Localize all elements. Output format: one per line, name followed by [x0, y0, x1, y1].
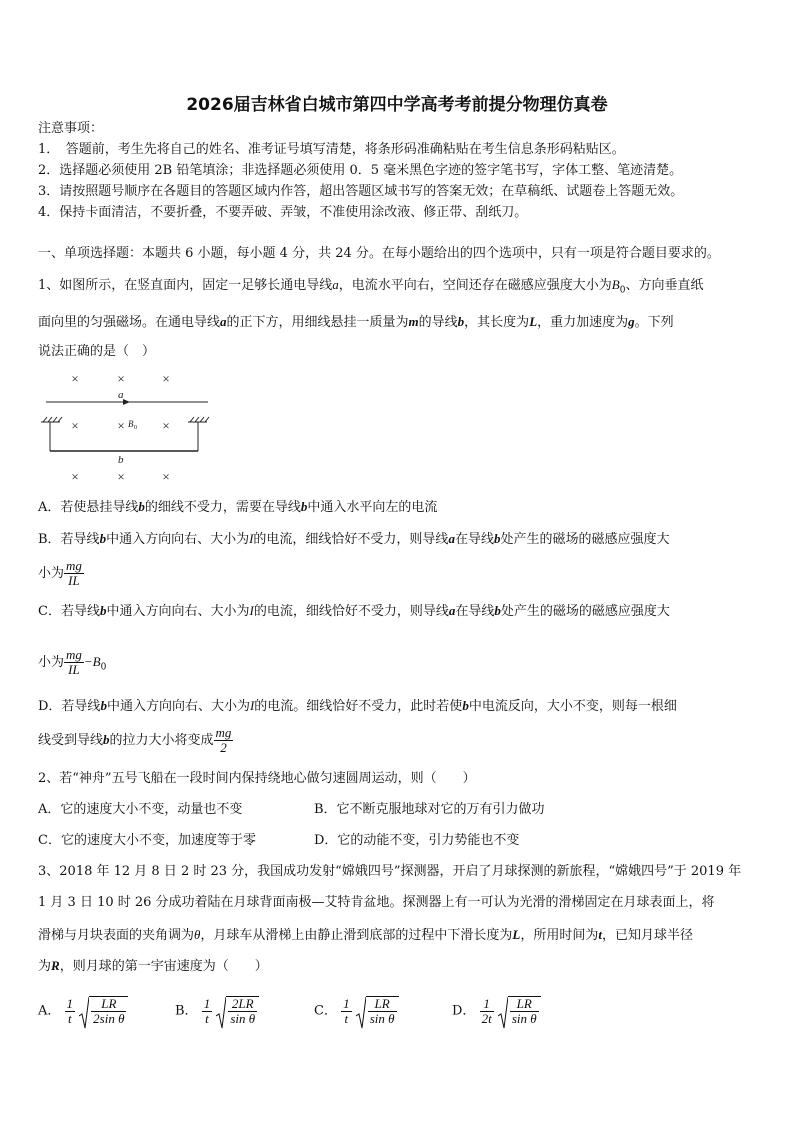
q3-line-1: 3、2018 年 12 月 8 日 2 时 23 分，我国成功发射“嫦娥四号”探测器，开启了月球探测的新旅程，“嫦娥四号”于 2019 年 — [38, 864, 742, 879]
fraction-mg-2: $\frac{mg}{2}$ — [215, 725, 232, 755]
label-B0-sub: 0 — [134, 425, 137, 431]
section-heading: 一、单项选择题：本题共 6 小题，每小题 4 分，共 24 分。在每小题给出的四个选项中，只有一项是符合题目要求的。 — [38, 246, 720, 261]
current-arrow — [123, 399, 130, 405]
label-B0: B — [128, 419, 134, 429]
q1-option-b: B．若导线b中通入方向向右、大小为I的电流，细线恰好不受力，则导线a在导线b处产生的磁场的磁感应强度大 — [38, 531, 670, 547]
cross-mark: × — [71, 418, 79, 433]
left-support — [41, 417, 62, 422]
sqrt-symbol: $\frac{2LR}{\text{sin θ}}$ — [216, 996, 259, 1026]
q3-line-4: 为R，则月球的第一宇宙速度为（ ） — [38, 958, 268, 974]
cross-mark: × — [117, 371, 125, 386]
q2-option-d: D．它的动能不变，引力势能也不变 — [314, 833, 520, 848]
q1-option-a: A．若使悬挂导线b的细线不受力，需要在导线b中通入水平向左的电流 — [38, 499, 438, 515]
q2-stem: 2、若“神舟”五号飞船在一段时间内保持绕地心做匀速圆周运动，则（ ） — [38, 771, 476, 786]
cross-mark: × — [162, 418, 170, 433]
q1-option-b-cont: 小为 $\frac{mg}{IL}$ — [38, 558, 82, 588]
q2-option-c: C．它的速度大小不变，加速度等于零 — [38, 833, 256, 848]
cross-mark: × — [117, 469, 125, 484]
label-a: a — [118, 389, 124, 401]
notice-item-4: 4．保持卡面清洁，不要折叠，不要弄破、弄皱，不准使用涂改液、修正带、刮纸刀。 — [38, 205, 528, 220]
q1-line-1: 1、如图所示，在竖直面内，固定一足够长通电导线a，电流水平向右，空间还存在磁感应强度大小为$B_0$、方向垂直纸 — [38, 277, 704, 296]
q3-option-d: D． $\frac{1}{2t}$ $\frac{LR}{\text{sin θ}}$ — [452, 996, 541, 1026]
cross-mark: × — [71, 469, 79, 484]
q1-option-c: C．若导线b中通入方向向右、大小为I的电流，细线恰好不受力，则导线a在导线b处产生的磁场的磁感应强度大 — [38, 603, 670, 619]
right-support — [188, 417, 209, 422]
q3-option-c: C． $\frac{1}{t}$ $\frac{LR}{\text{sin θ}}$ — [314, 996, 399, 1026]
sqrt-symbol: $\frac{LR}{\text{sin θ}}$ — [498, 996, 541, 1026]
q3-line-2: 1 月 3 日 10 时 26 分成功着陆在月球背面南极—艾特肯盆地。探测器上有一可认为光滑的滑梯固定在月球表面上，将 — [38, 895, 715, 910]
cross-mark: × — [162, 371, 170, 386]
notice-item-3: 3．请按照题号顺序在各题目的答题区域内作答，超出答题区域书写的答案无效；在草稿纸、试题卷上答题无效。 — [38, 184, 684, 199]
sqrt-symbol: $\frac{LR}{\text{2sin θ}}$ — [79, 996, 128, 1026]
page-title: 2026届吉林省白城市第四中学高考考前提分物理仿真卷 — [186, 95, 608, 115]
q3-option-a: A． $\frac{1}{t}$ $\frac{LR}{\text{2sin θ}}$ — [38, 996, 128, 1026]
q2-option-b: B．它不断克服地球对它的万有引力做功 — [314, 802, 545, 817]
q3-line-3: 滑梯与月块表面的夹角调为θ，月球车从滑梯上由静止滑到底部的过程中下滑长度为L，所用时间为t，已知月球半径 — [38, 927, 694, 943]
q2-option-a: A．它的速度大小不变，动量也不变 — [38, 802, 243, 817]
notice-heading: 注意事项： — [38, 121, 104, 136]
q3-option-b: B． $\frac{1}{t}$ $\frac{2LR}{\text{sin θ}}$ — [175, 996, 259, 1026]
notice-item-1: 1． 答题前，考生先将自己的姓名、准考证号填写清楚，将条形码准确粘贴在考生信息条形码粘贴区。 — [38, 142, 625, 157]
sqrt-symbol: $\frac{LR}{\text{sin θ}}$ — [356, 996, 399, 1026]
q1-option-d-cont: 线受到导线b的拉力大小将变成 $\frac{mg}{2}$ — [38, 725, 232, 755]
cross-mark: × — [162, 469, 170, 484]
label-b: b — [118, 454, 124, 466]
q1-option-c-cont: 小为 $\frac{mg}{IL}$ $-B_0$ — [38, 647, 107, 677]
q1-line-2: 面向里的匀强磁场。在通电导线a的正下方，用细线悬挂一质量为m的导线b，其长度为L，重力加速度为g。下列 — [38, 314, 674, 330]
q1-line-3: 说法正确的是（ ） — [38, 344, 156, 359]
fraction-mg-IL: $\frac{mg}{IL}$ — [66, 558, 82, 588]
cross-mark: × — [117, 418, 125, 433]
fraction-mg-IL: $\frac{mg}{IL}$ — [66, 647, 82, 677]
notice-item-2: 2．选择题必须使用 2B 铅笔填涂；非选择题必须使用 0．5 毫米黑色字迹的签字笔书写，字体工整、笔迹清楚。 — [38, 163, 683, 178]
q1-figure — [38, 365, 213, 490]
cross-mark: × — [71, 371, 79, 386]
q1-option-d: D．若导线b中通入方向向右、大小为I的电流。细线恰好不受力，此时若使b中电流反向，大小不变，则每一根细 — [38, 698, 677, 714]
